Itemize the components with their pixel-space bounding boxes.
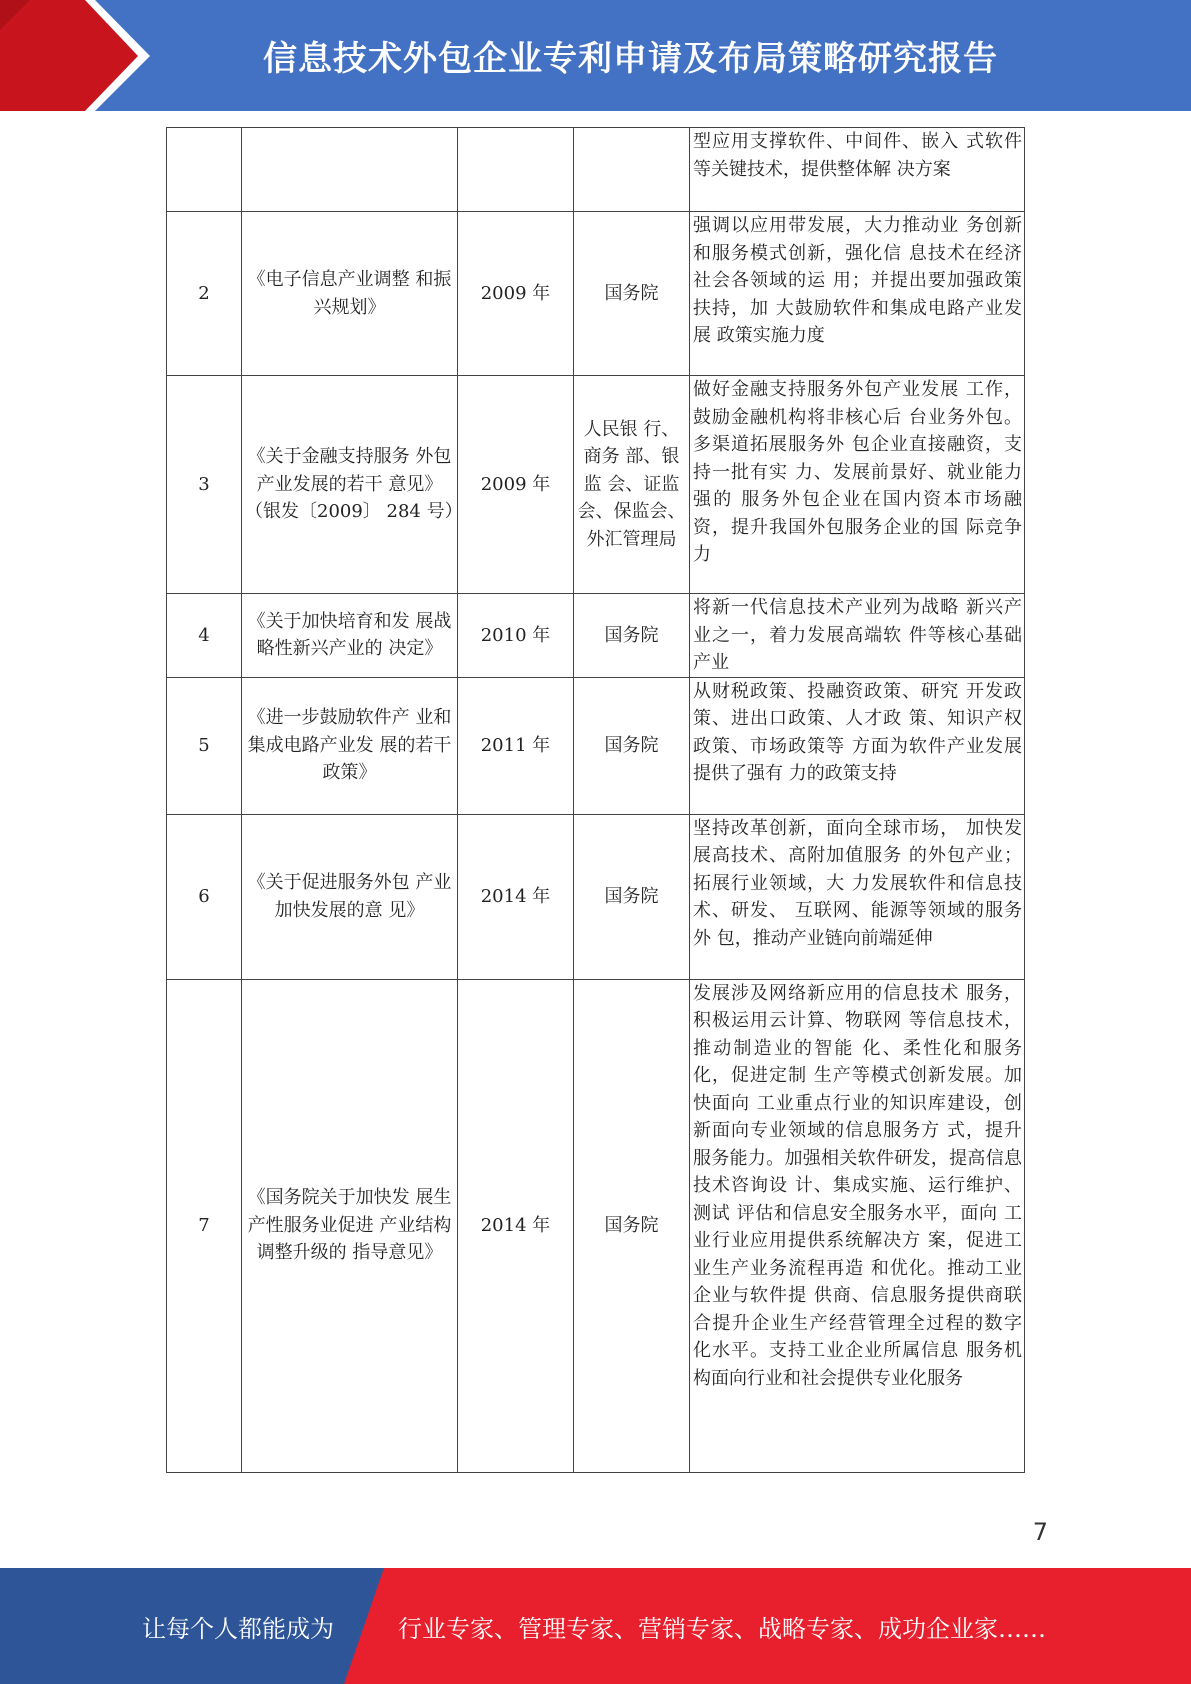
page-footer bbox=[0, 1568, 1191, 1684]
issuing-department: 国务院 bbox=[574, 677, 690, 814]
row-number: 6 bbox=[167, 814, 242, 979]
policy-name: 《关于加快培育和发 展战略性新兴产业的 决定》 bbox=[242, 594, 458, 678]
policy-year: 2009 年 bbox=[458, 376, 574, 594]
policy-content: 做好金融支持服务外包产业发展 工作，鼓励金融机构将非核心后 台业务外包。多渠道拓展服务外 包企业直接融资，支持一批有实 力、发展前景好、就业能力强的 服务外包企业在国内资本市场融 资，提升我国外包服务企业的国 际竞争力 bbox=[690, 376, 1025, 594]
policy-name: 《进一步鼓励软件产 业和集成电路产业发 展的若干政策》 bbox=[242, 677, 458, 814]
row-number: 2 bbox=[167, 212, 242, 376]
issuing-department: 国务院 bbox=[574, 979, 690, 1472]
row-number: 4 bbox=[167, 594, 242, 678]
report-title: 信息技术外包企业专利申请及布局策略研究报告 bbox=[263, 39, 998, 79]
table-row bbox=[167, 376, 1025, 594]
policy-name bbox=[242, 128, 458, 212]
footer-slogan-right: 行业专家、管理专家、营销专家、战略专家、成功企业家…… bbox=[398, 1614, 1046, 1643]
policy-content: 型应用支撑软件、中间件、嵌入 式软件等关键技术，提供整体解 决方案 bbox=[690, 128, 1025, 212]
policy-year: 2014 年 bbox=[458, 814, 574, 979]
policy-content: 从财税政策、投融资政策、研究 开发政策、进出口政策、人才政 策、知识产权政策、市场政策等 方面为软件产业发展提供了强有 力的政策支持 bbox=[690, 677, 1025, 814]
policy-content: 发展涉及网络新应用的信息技术 服务，积极运用云计算、物联网 等信息技术，推动制造业的智能 化、柔性化和服务化，促进定制 生产等模式创新发展。加快面向 工业重点行业的知识库建设，创 新面向专业领域的信息服务方 式，提升服务能力。加强相关软件研发，提高信息技术咨询设 计、集成实施、运行维护、测试 评估和信息安全服务水平，面向 工业行业应用提供系统解决方 案，促进工业生产业务流程再造 和优化。推动工业企业与软件提 供商、信息服务提供商联合提升企业生产经营管理全过程的数字 化水平。支持工业企业所属信息 服务机构面向行业和社会提供专业化服务 bbox=[690, 979, 1025, 1472]
table-row bbox=[167, 212, 1025, 376]
policy-year: 2010 年 bbox=[458, 594, 574, 678]
page-number: 7 bbox=[1032, 1518, 1048, 1546]
issuing-department bbox=[574, 128, 690, 212]
table-row bbox=[167, 128, 1025, 212]
issuing-department: 人民银 行、商务 部、银监 会、证监会、保监会、外汇管理局 bbox=[574, 376, 690, 594]
row-number: 7 bbox=[167, 979, 242, 1472]
row-number bbox=[167, 128, 242, 212]
policy-year: 2009 年 bbox=[458, 212, 574, 376]
policy-table bbox=[166, 127, 1025, 1473]
table-row bbox=[167, 677, 1025, 814]
table-row bbox=[167, 979, 1025, 1472]
issuing-department: 国务院 bbox=[574, 814, 690, 979]
policy-content: 强调以应用带发展，大力推动业 务创新和服务模式创新，强化信 息技术在经济社会各领域的运 用；并提出要加强政策扶持，加 大鼓励软件和集成电路产业发展 政策实施力度 bbox=[690, 212, 1025, 376]
table-row bbox=[167, 814, 1025, 979]
table-row bbox=[167, 594, 1025, 678]
footer-slogan-left: 让每个人都能成为 bbox=[142, 1614, 334, 1643]
policy-name: 《国务院关于加快发 展生产性服务业促进 产业结构调整升级的 指导意见》 bbox=[242, 979, 458, 1472]
policy-year bbox=[458, 128, 574, 212]
policy-content: 坚持改革创新，面向全球市场， 加快发展高技术、高附加值服务 的外包产业；拓展行业领域，大 力发展软件和信息技术、研发、 互联网、能源等领域的服务外 包，推动产业链向前端延伸 bbox=[690, 814, 1025, 979]
row-number: 3 bbox=[167, 376, 242, 594]
issuing-department: 国务院 bbox=[574, 212, 690, 376]
policy-content: 将新一代信息技术产业列为战略 新兴产业之一，着力发展高端软 件等核心基础产业 bbox=[690, 594, 1025, 678]
policy-name: 《电子信息产业调整 和振兴规划》 bbox=[242, 212, 458, 376]
policy-name: 《关于促进服务外包 产业加快发展的意 见》 bbox=[242, 814, 458, 979]
row-number: 5 bbox=[167, 677, 242, 814]
issuing-department: 国务院 bbox=[574, 594, 690, 678]
policy-year: 2011 年 bbox=[458, 677, 574, 814]
page-header bbox=[0, 0, 1191, 111]
policy-name: 《关于金融支持服务 外包产业发展的若干 意见》（银发〔2009〕 284 号） bbox=[242, 376, 458, 594]
policy-year: 2014 年 bbox=[458, 979, 574, 1472]
